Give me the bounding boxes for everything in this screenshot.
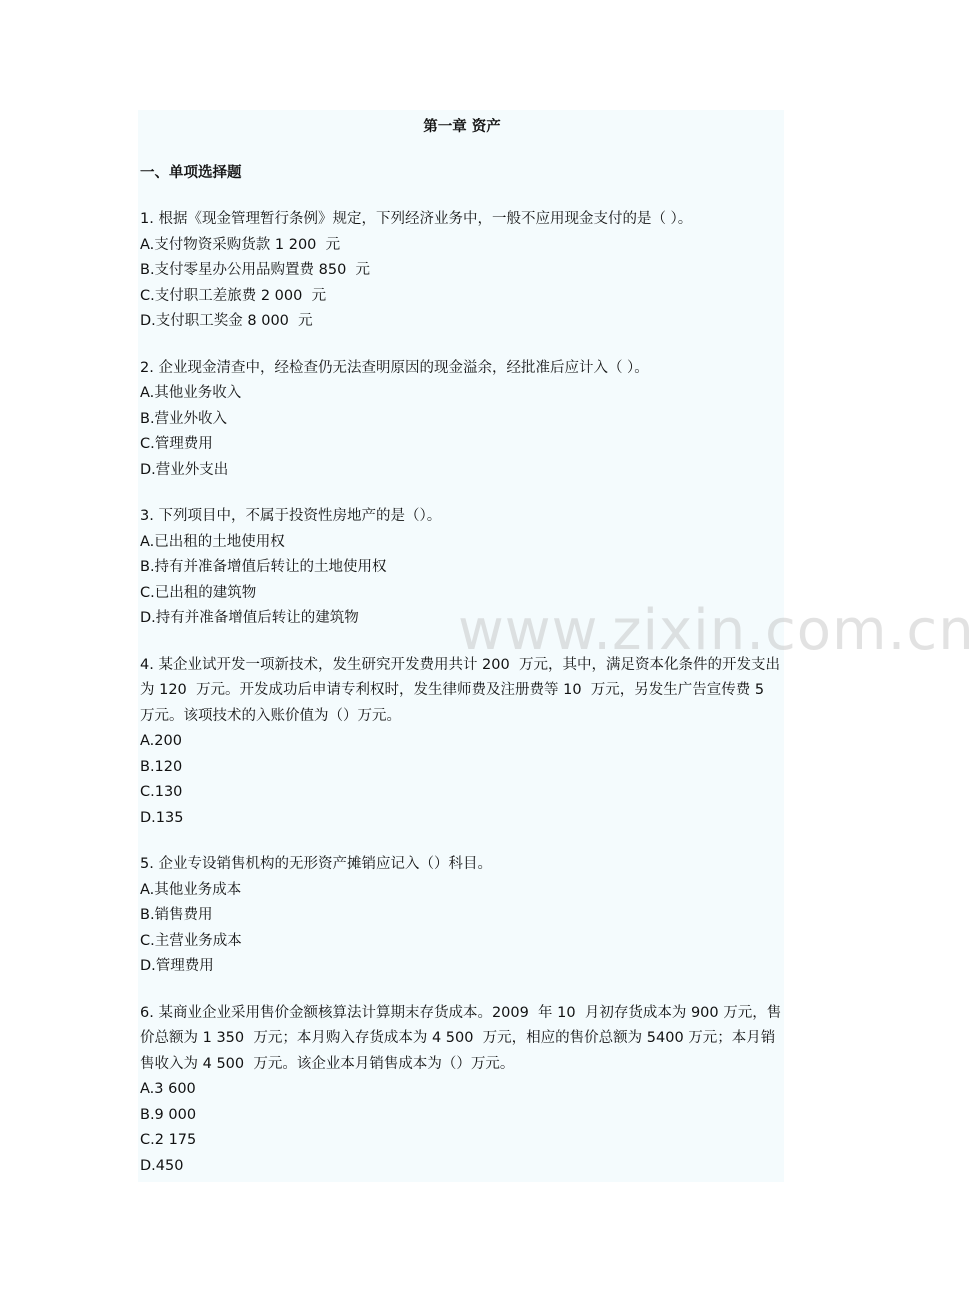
option-d: D.135 [140,809,184,826]
option-a: A.已出租的土地使用权 [140,533,285,550]
question-3 [140,504,784,632]
option-c: C.支付职工差旅费 2 000 元 [140,287,327,304]
option-b: B.支付零星办公用品购置费 850 元 [140,262,371,278]
option-b: B.销售费用 [140,907,213,923]
option-c: C.主营业务成本 [140,932,242,949]
question-6 [140,1001,784,1180]
option-d: D.支付职工奖金 8 000 元 [140,313,313,329]
option-a: A.其他业务成本 [140,881,242,898]
question-stem: 3. 下列项目中，不属于投资性房地产的是（）。 [140,508,442,524]
section-title: 一、单项选择题 [140,165,242,181]
question-stem: 2. 企业现金清查中，经检查仍无法查明原因的现金溢余，经批准后应计入（ ）。 [140,359,649,376]
question-stem: 4. 某企业试开发一项新技术，发生研究开发费用共计 200 万元，其中，满足资本化条件的开发支出为 120 万元。开发成功后申请专利权时，发生律师费及注册费等 10 万元，另发生广告宣传费 5 万元。该项技术的入账价值为（）万元。 [140,656,780,724]
option-b: B.营业外收入 [140,410,228,427]
option-b: B.持有并准备增值后转让的土地使用权 [140,559,387,575]
question-stem: 5. 企业专设销售机构的无形资产摊销应记入（）科目。 [140,856,492,872]
option-d: D.450 [140,1157,184,1174]
option-c: C.已出租的建筑物 [140,584,257,601]
option-c: C.管理费用 [140,436,213,452]
option-c: C.130 [140,784,183,800]
option-b: B.9 000 [140,1106,197,1123]
question-4 [140,653,784,832]
option-c: C.2 175 [140,1132,197,1148]
question-stem: 1. 根据《现金管理暂行条例》规定，下列经济业务中，一般不应用现金支付的是（ ）。 [140,211,693,227]
question-2 [140,356,784,484]
option-b: B.120 [140,758,183,775]
option-a: A.其他业务收入 [140,385,242,401]
watermark-text: www.zixin.com.cn [458,598,975,663]
chapter-title: 第一章 资产 [423,119,501,135]
document-body [140,110,784,1179]
option-a: A.3 600 [140,1081,196,1097]
option-d: D.持有并准备增值后转让的建筑物 [140,610,359,626]
question-stem: 6. 某商业企业采用售价金额核算法计算期末存货成本。2009 年 10 月初存货成本为 900 万元，售价总额为 1 350 万元；本月购入存货成本为 4 500 万元，相应的售价总额为 5400 万元；本月销售收入为 4 500 万元。该企业本月销售成本为（）万元。 [140,1004,782,1072]
option-a: A.支付物资采购货款 1 200 元 [140,236,341,253]
option-d: D.营业外支出 [140,461,229,478]
option-d: D.管理费用 [140,958,214,974]
question-1 [140,207,784,335]
option-a: A.200 [140,733,182,749]
question-5 [140,852,784,980]
